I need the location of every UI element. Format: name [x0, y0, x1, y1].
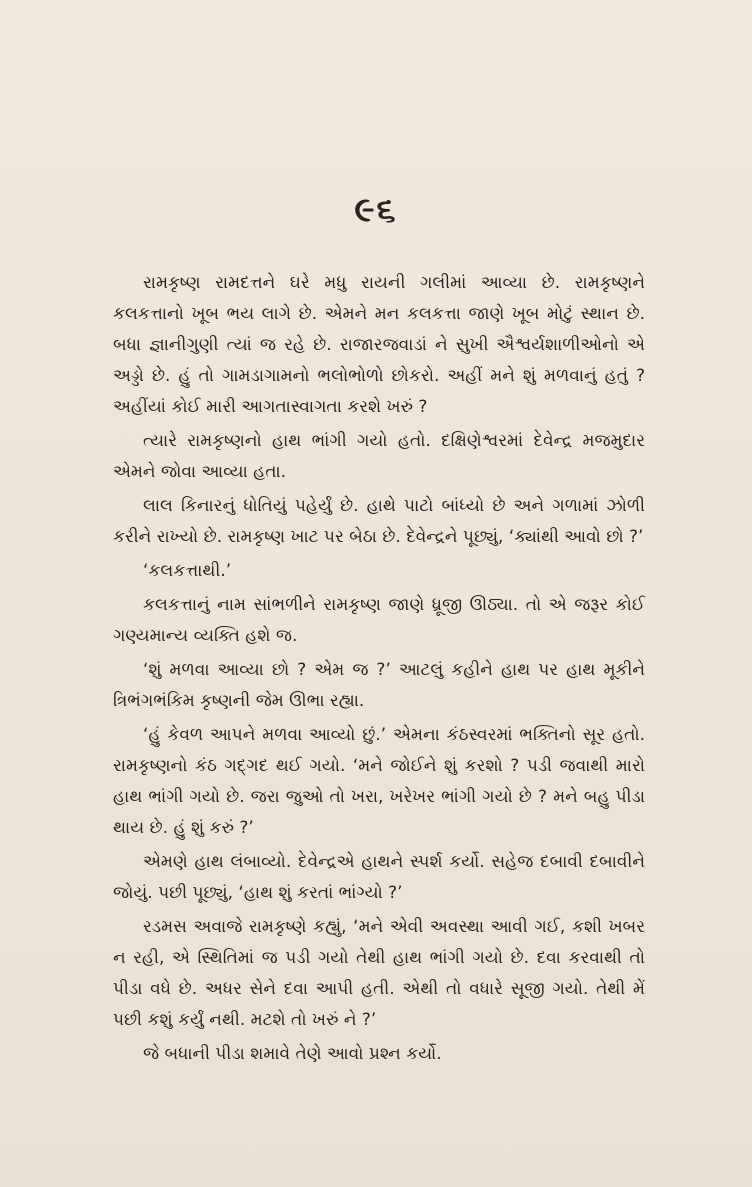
paragraph: કલકત્તાનું નામ સાંભળીને રામકૃષ્ણ જાણે ધ્રૂજી ઊઠ્યા. તો એ જરૂર કોઈ ગણ્યમાન્ય વ્યક્તિ હશે જ.: [113, 595, 645, 646]
paragraph: રડમસ અવાજે રામકૃષ્ણે કહ્યું, ‘મને એવી અવસ્થા આવી ગઈ, કશી ખબર ન રહી, એ સ્થિતિમાં જ પડી ગયો તેથી હાથ ભાંગી ગયો છે. દવા કરવાથી તો પીડા વધે છે. અધર સેને દવા આપી હતી. એથી તો વધારે સૂજી ગયો. તેથી મેં પછી કશું કર્યું નથી. મટશે તો ખરું ને ?’: [113, 917, 645, 1030]
paragraph: જે બધાની પીડા શમાવે તેણે આવો પ્રશ્ન કર્યો.: [143, 1044, 442, 1064]
paragraph: રામકૃષ્ણ રામદત્તને ઘરે મધુ રાયની ગલીમાં આવ્યા છે. રામકૃષ્ણને કલકત્તાનો ખૂબ ભય લાગે છે. એમને મન કલકત્તા જાણે ખૂબ મોટું સ્થાન છે. બધા જ્ઞાનીગુણી ત્યાં જ રહે છે. રાજારજવાડાં ને સુખી ઐશ્વર્યશાળીઓનો એ અડ્ડો છે. હું તો ગામડાગામનો ભલોભોળો છોકરો. અહીં મને શું મળવાનું હતું ? અહીંયાં કોઈ મારી આગતાસ્વાગતા કરશે ખરું ?: [113, 273, 645, 417]
paragraph: એમણે હાથ લંબાવ્યો. દેવેન્દ્રએ હાથને સ્પર્શ કર્યો. સહેજ દબાવી દબાવીને જોયું. પછી પૂછ્યું, ‘હાથ શું કરતાં ભાંગ્યો ?’: [113, 852, 645, 903]
page-number: ૯૬: [354, 190, 398, 230]
paragraph: ત્યારે રામકૃષ્ણનો હાથ ભાંગી ગયો હતો. દક્ષિણેશ્વરમાં દેવેન્દ્ર મજમુદાર એમને જોવા આવ્યા હતા.: [113, 431, 645, 482]
paragraph: ‘કલકત્તાથી.’: [143, 561, 232, 581]
paragraph: ‘શું મળવા આવ્યા છો ? એમ જ ?’ આટલું કહીને હાથ પર હાથ મૂકીને ત્રિભંગભંકિમ કૃષ્ણની જેમ ઊભા રહ્યા.: [113, 660, 645, 711]
paragraph: ‘હું કેવળ આપને મળવા આવ્યો છું.’ એમના કંઠસ્વરમાં ભક્તિનો સૂર હતો. રામકૃષ્ણનો કંઠ ગદ્ગદ થઈ ગયો. ‘મને જોઈને શું કરશો ? પડી જવાથી મારો હાથ ભાંગી ગયો છે. જરા જુઓ તો ખરા, ખરેખર ભાંગી ગયો છે ? મને બહુ પીડા થાય છે. હું શું કરું ?’: [113, 725, 645, 838]
paragraph: લાલ કિનારનું ધોતિયું પહેર્યું છે. હાથે પાટો બાંધ્યો છે અને ગળામાં ઝોળી કરીને રાખ્યો છે. રામકૃષ્ણ ખાટ પર બેઠા છે. દેવેન્દ્રને પૂછ્યું, ‘ક્યાંથી આવો છો ?’: [113, 496, 645, 547]
body-text: [113, 268, 645, 1073]
